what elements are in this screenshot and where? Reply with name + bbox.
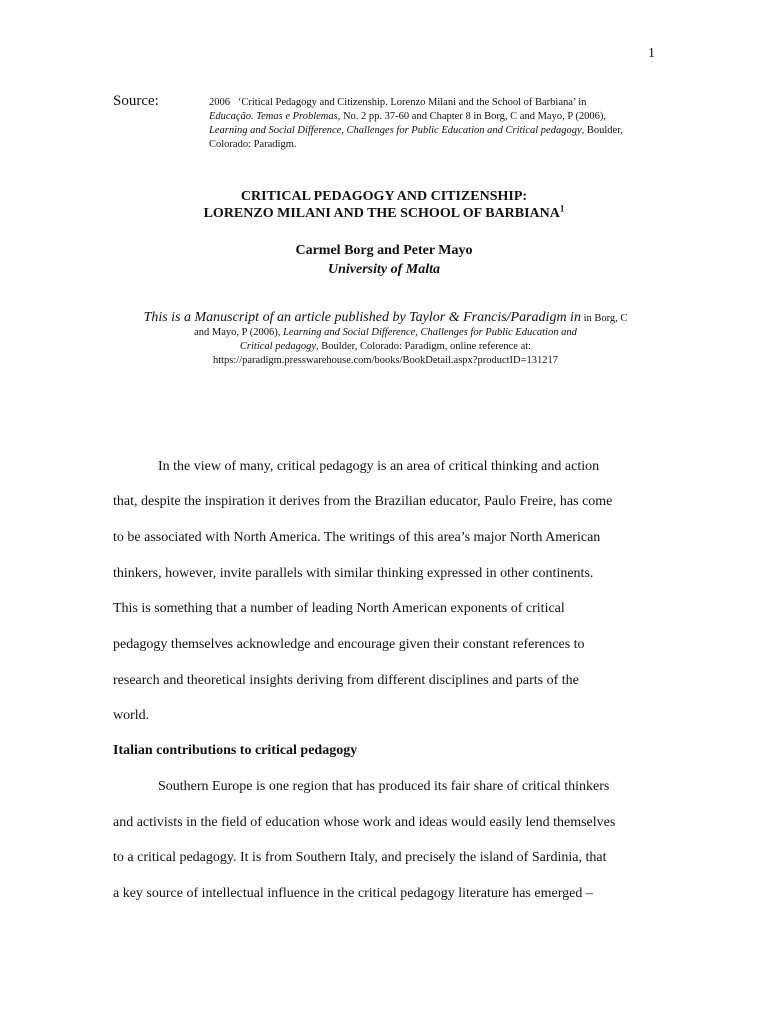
source-year: 2006 — [209, 97, 230, 108]
title-line-2: LORENZO MILANI AND THE SCHOOL OF BARBIANA$^1$ — [203, 203, 565, 221]
author-names: Carmel Borg and Peter Mayo — [295, 243, 473, 258]
source-label: Source: — [113, 93, 159, 109]
paragraph-2-line: a key source of intellectual influence in the critical pedagogy literature has emerged – — [113, 886, 593, 901]
manuscript-line-3: , Boulder, Colorado: Paradigm, online reference at: — [316, 341, 532, 352]
source-journal: Educação. Temas e Problemas — [209, 111, 338, 122]
source-place: Colorado: Paradigm. — [209, 139, 297, 150]
manuscript-book-title: Learning and Social Difference, Challenges for Public Education and — [282, 327, 577, 338]
paragraph-1-line: This is something that a number of leading North American exponents of critical — [113, 601, 565, 616]
paragraph-1-line: that, despite the inspiration it derives from the Brazilian educator, Paulo Freire, has come — [113, 494, 613, 509]
manuscript-book-title-end: Critical pedagogy — [239, 341, 317, 352]
paragraph-1-line: thinkers, however, invite parallels with similar thinking expressed in other continents. — [113, 566, 594, 581]
title-line-1: CRITICAL PEDAGOGY AND CITIZENSHIP: — [240, 189, 528, 204]
manuscript-after-lead: in Borg, C — [580, 313, 628, 324]
paragraph-2-line: to a critical pedagogy. It is from Southern Italy, and precisely the island of Sardinia, that — [113, 850, 607, 865]
footnote-marker[interactable]: 1 — [559, 203, 565, 214]
manuscript-url[interactable]: https://paradigm.presswarehouse.com/books/BookDetail.aspx?productID=131217 — [212, 355, 559, 366]
source-journal-details: , No. 2 pp. 37-60 and Chapter 8 in Borg, C and Mayo, P (2006), — [337, 111, 607, 122]
paragraph-2-line: and activists in the field of education whose work and ideas would easily lend themselves — [113, 815, 616, 830]
page-number: 1 — [648, 46, 655, 61]
author-affiliation: University of Malta — [328, 262, 440, 277]
paragraph-1-line: world. — [113, 708, 150, 723]
source-quoted-title: ‘Critical Pedagogy and Citizenship. Lorenzo Milani and the School of Barbiana’ in — [237, 97, 587, 108]
source-book-tail: , Boulder, — [581, 125, 623, 136]
manuscript-line-2: and Mayo, P (2006), — [194, 327, 283, 338]
paragraph-1-line: In the view of many, critical pedagogy is an area of critical thinking and action — [158, 459, 600, 474]
paragraph-2-line: Southern Europe is one region that has produced its fair share of critical thinkers — [158, 779, 610, 794]
source-book-title: Learning and Social Difference, Challenges for Public Education and Critical pedagogy — [209, 125, 582, 136]
section-heading: Italian contributions to critical pedagogy — [113, 743, 358, 758]
manuscript-lead: This is a Manuscript of an article published by Taylor & Francis/Paradigm in — [143, 310, 581, 325]
paragraph-1-line: research and theoretical insights deriving from different disciplines and parts of the — [113, 673, 579, 688]
paragraph-1-line: pedagogy themselves acknowledge and encourage given their constant references to — [113, 637, 585, 652]
paragraph-1-line: to be associated with North America. The writings of this area’s major North American — [113, 530, 601, 545]
